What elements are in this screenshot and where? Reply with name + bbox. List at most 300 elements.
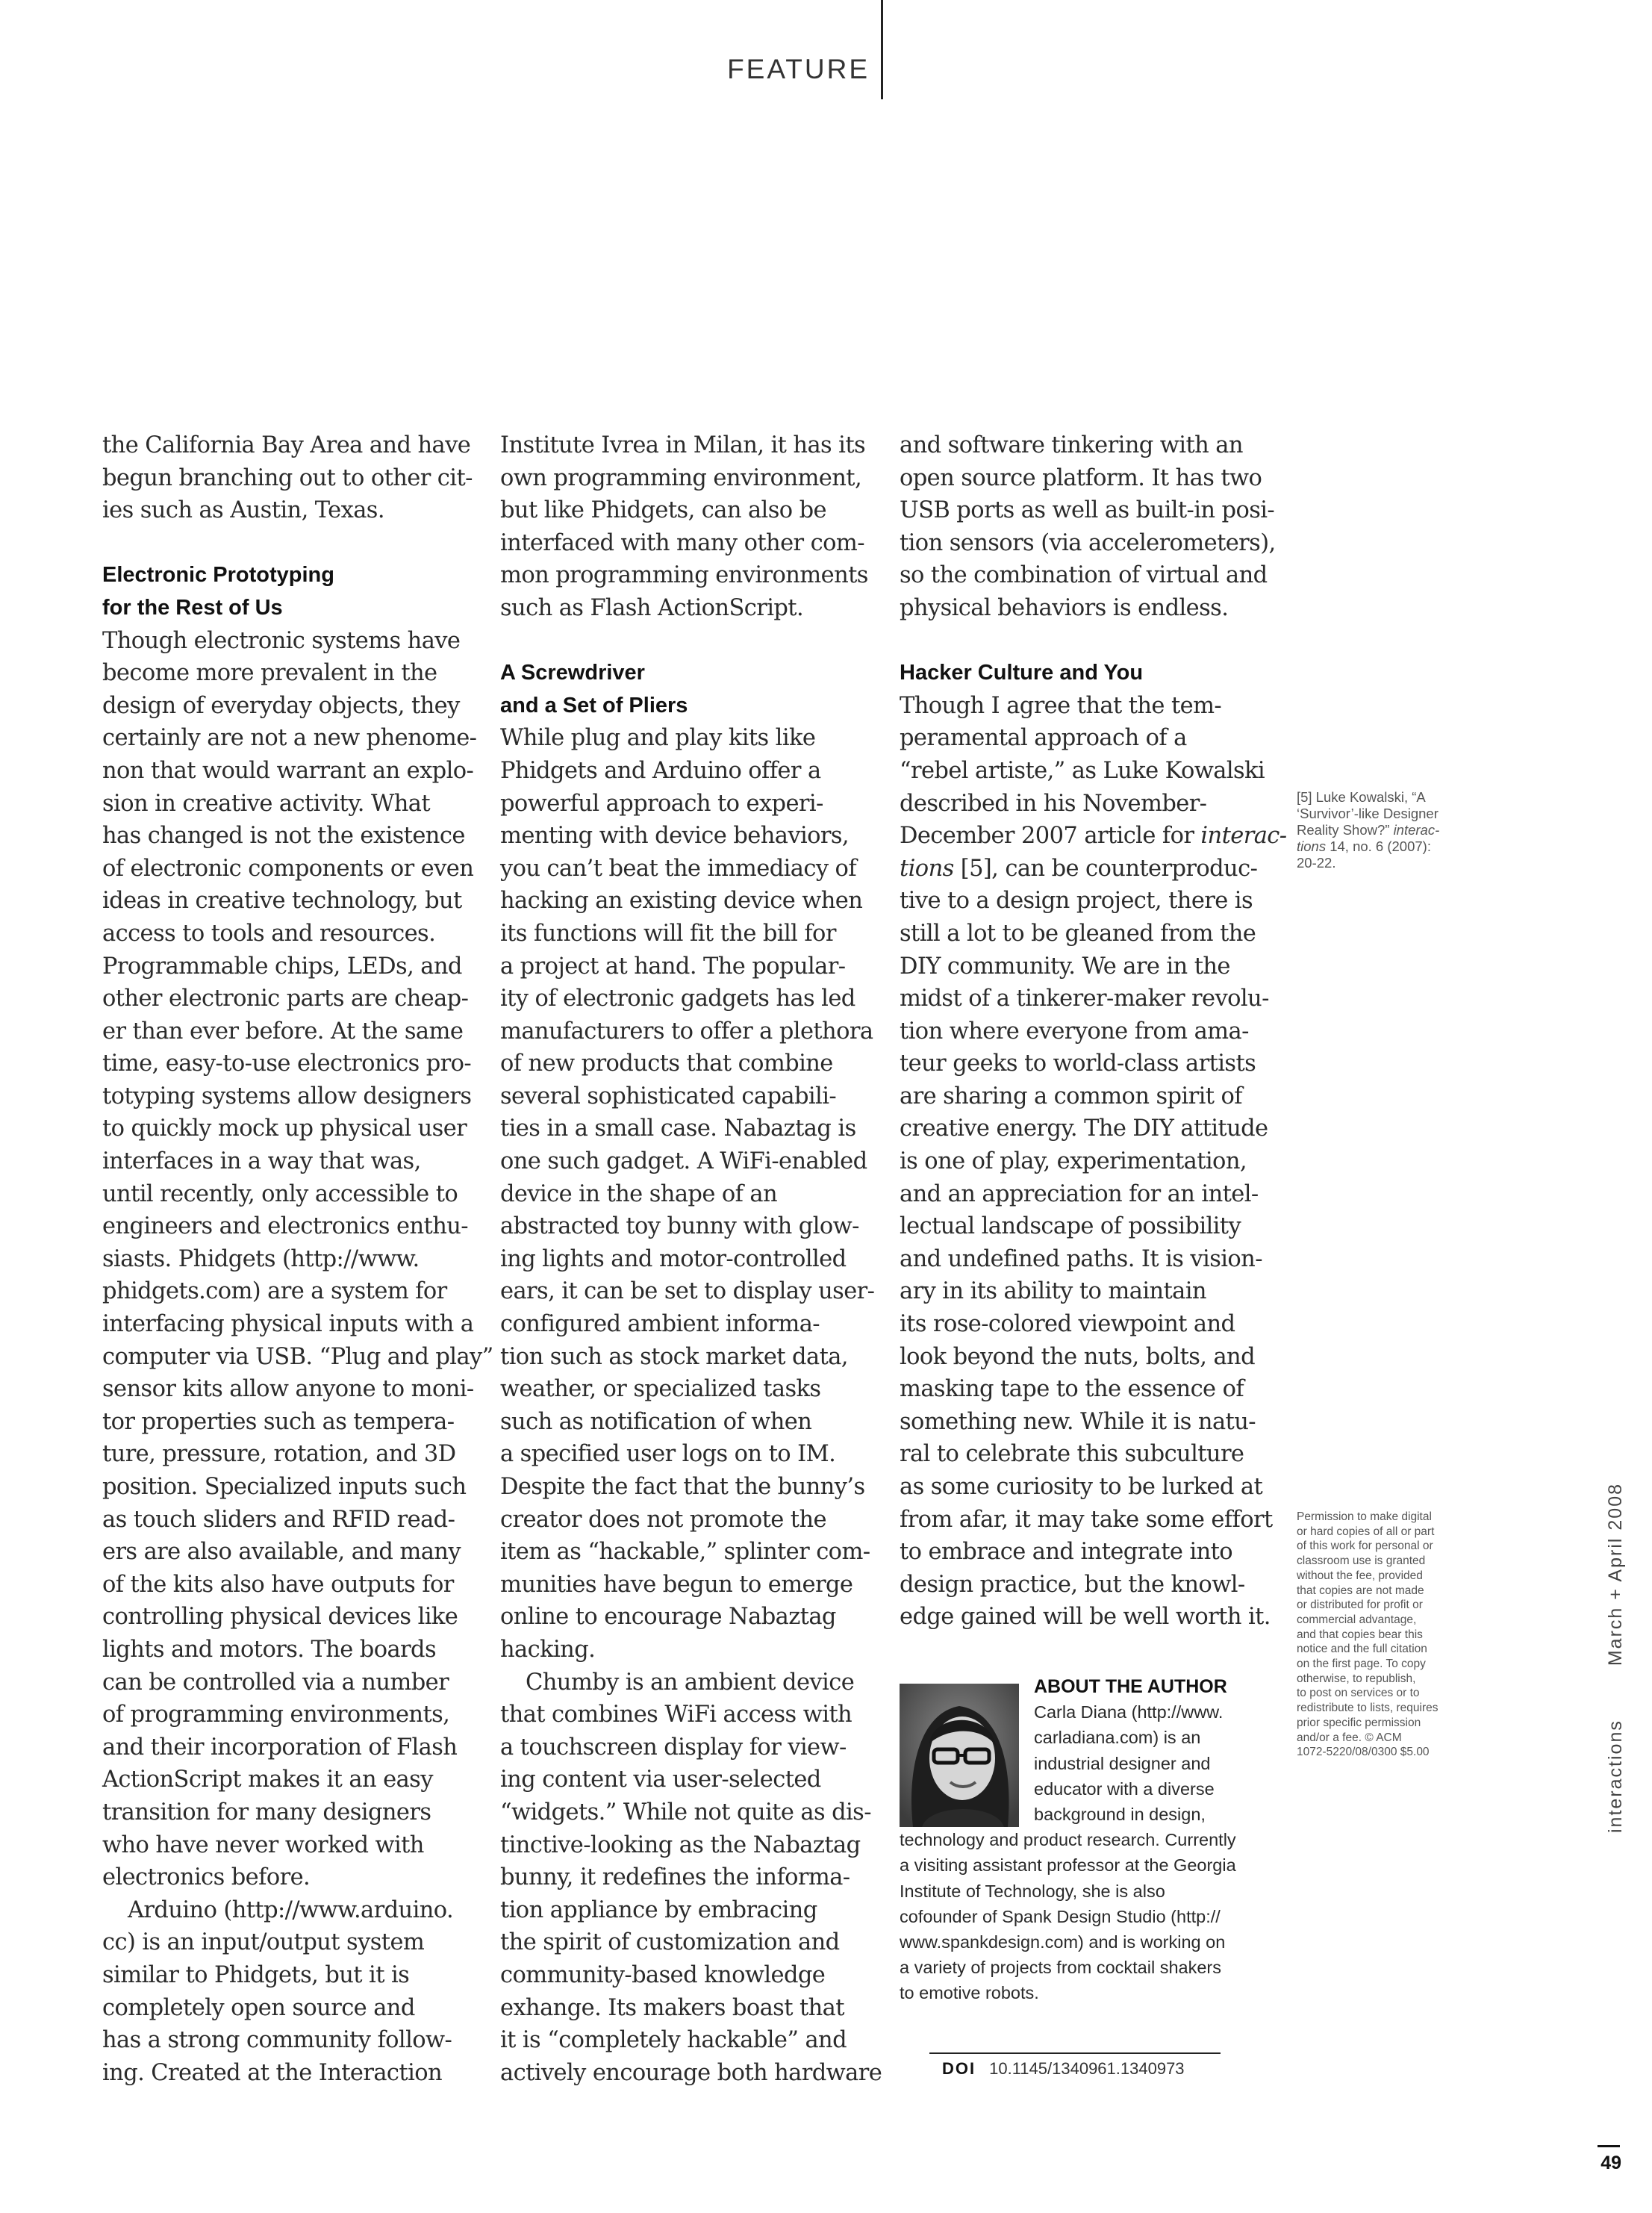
text-line [102,1341,493,1374]
author-bio-line: Carla Diana (http://www. [1034,1702,1224,1722]
permission-line: Permission to make digital [1297,1510,1432,1523]
text-run: Phidgets and Arduino offer a [500,757,821,784]
text-line [500,1438,888,1471]
text-run: begun branching out to other cit- [102,464,473,491]
text-run: ing. Created at the Interaction [102,2059,443,2086]
text-line [500,885,888,918]
text-line [900,918,1288,950]
section-heading: Electronic Prototyping [102,563,334,588]
text-line [500,1145,888,1178]
text-line [900,592,1288,625]
doi-rule [929,2052,1221,2054]
text-line [500,1569,888,1602]
text-line [102,853,490,885]
text-run: [5] Luke Kowalski, “A [1297,789,1426,805]
text-line [900,1601,1288,1634]
text-run: “widgets.” While not quite as dis- [500,1799,871,1826]
text-run: of the kits also have outputs for [102,1571,454,1598]
text-run: creator does not promote the [500,1506,826,1533]
text-line [500,462,888,495]
text-line [102,1699,490,1731]
text-line [900,1145,1288,1178]
text-line [102,950,490,983]
text-run: from afar, it may take some effort [900,1506,1273,1533]
text-run: own programming environment, [500,464,862,491]
text-line [500,1275,888,1308]
text-line [102,1536,490,1569]
text-run: online to encourage Nabaztag [500,1604,836,1631]
text-run: Programmable chips, LEDs, and [102,953,462,980]
page-number-rule [1598,2145,1620,2147]
permission-line: 1072-5220/08/0300 $5.00 [1297,1746,1430,1759]
text-run: certainly are not a new phenome- [102,725,477,752]
text-line [500,494,888,527]
text-line [102,2057,490,2090]
text-run: it is “completely hackable” and [500,2027,847,2054]
text-run: Though electronic systems have [102,627,461,654]
text-run: to embrace and integrate into [900,1539,1233,1566]
text-run: design of everyday objects, they [102,692,460,719]
text-line [500,1926,888,1959]
author-bio-line: industrial designer and [1034,1753,1211,1773]
text-line [102,690,490,723]
author-bio-line: to emotive robots. [900,1983,1039,2003]
text-run: as touch sliders and RFID read- [102,1506,455,1533]
text-line [500,1471,888,1504]
text-line [900,494,1288,527]
text-line [500,1829,888,1862]
text-line [900,462,1288,495]
text-run: something new. While it is natu- [900,1408,1256,1435]
text-run: design practice, but the knowl- [900,1571,1245,1598]
paragraph-gap [102,527,490,560]
text-run: item as “hackable,” splinter com- [500,1539,870,1566]
permission-line: redistribute to lists, requires [1297,1702,1439,1715]
section-heading: A Screwdriver [500,661,645,685]
text-run: are sharing a common spirit of [900,1083,1242,1109]
text-line [900,1178,1288,1211]
text-run: position. Specialized inputs such [102,1474,467,1500]
text-run: 20-22. [1297,855,1336,871]
text-line [102,429,490,462]
text-line [900,1210,1288,1243]
page-number: 49 [1600,2153,1621,2173]
text-run: munities have begun to emerge [500,1571,853,1598]
text-line [900,429,1288,462]
text-line [900,722,1288,755]
text-run: of electronic components or even [102,855,474,882]
text-run: hacking an existing device when [500,888,863,915]
running-footer-vertical [1605,1460,1635,1833]
text-line [500,1536,888,1569]
text-line [500,1080,888,1113]
text-line [102,983,490,1015]
text-line [900,1373,1288,1406]
text-run: powerful approach to experi- [500,790,823,817]
text-line [102,918,490,950]
body-column-1 [102,429,493,2089]
text-run: ing lights and motor-controlled [500,1245,847,1272]
text-run: of new products that combine [500,1051,833,1077]
text-run: ears, it can be set to display user- [500,1278,875,1305]
header-rule [881,0,883,99]
text-line [500,429,888,462]
text-line [102,1601,490,1634]
text-line [102,1145,490,1178]
permission-line: notice and the full citation [1297,1643,1427,1656]
doi-line [942,2059,1185,2079]
text-run: that combines WiFi access with [500,1702,853,1728]
text-line [500,722,888,755]
text-line [900,1048,1288,1080]
author-bio-line: www.spankdesign.com) and is working on [900,1932,1226,1952]
text-line [500,1341,888,1374]
text-run: 14, no. 6 (2007): [1326,838,1431,854]
text-line [102,1048,490,1080]
text-line [500,755,888,788]
text-run: the California Bay Area and have [102,432,471,458]
text-run: er than ever before. At the same [102,1018,464,1045]
text-line [900,755,1288,788]
text-run: until recently, only accessible to [102,1180,458,1207]
permission-line: commercial advantage, [1297,1613,1417,1626]
text-run: lights and motors. The boards [102,1636,437,1663]
text-run: such as notification of when [500,1408,812,1435]
text-run: weather, or specialized tasks [500,1376,821,1403]
text-run: ing content via user-selected [500,1767,821,1793]
text-run: tion appliance by embracing [500,1896,817,1923]
text-run: access to tools and resources. [102,920,436,947]
text-run: Chumby is an ambient device [526,1669,855,1696]
doi-value: 10.1145/1340961.1340973 [989,2059,1185,2078]
text-line [500,592,888,625]
text-run: ity of electronic gadgets has led [500,986,855,1012]
text-run: open source platform. It has two [900,464,1262,491]
text-run: one such gadget. A WiFi-enabled [500,1148,867,1175]
text-run: tive to a design project, there is [900,888,1253,915]
text-run: has a strong community follow- [102,2027,452,2054]
text-run: other electronic parts are cheap- [102,986,469,1012]
text-line [102,1308,490,1341]
text-run: is one of play, experimentation, [900,1148,1247,1175]
text-line [500,1634,888,1666]
text-run: its rose-colored viewpoint and [900,1311,1235,1338]
text-run: and their incorporation of Flash [102,1734,458,1761]
text-line [900,853,1288,885]
text-line [500,918,888,950]
text-run: become more prevalent in the [102,660,437,687]
text-run: still a lot to be gleaned from the [900,920,1256,947]
text-line [500,1210,888,1243]
text-line [102,1829,490,1862]
text-run: masking tape to the essence of [900,1376,1244,1403]
text-run: and undefined paths. It is vision- [900,1245,1262,1272]
text-line [102,1894,490,1927]
doi-label: DOI [942,2059,976,2078]
text-run: tion such as stock market data, [500,1343,848,1370]
text-run: siasts. Phidgets (http://www. [102,1245,420,1272]
permission-line: that copies are not made [1297,1584,1424,1597]
permission-line: otherwise, to republish, [1297,1672,1416,1685]
text-run: tinctive-looking as the Nabaztag [500,1831,861,1858]
paragraph-gap [900,625,1288,658]
text-run: lectual landscape of possibility [900,1213,1241,1240]
text-line [102,1764,490,1796]
text-run: ies such as Austin, Texas. [102,497,384,524]
text-line [102,494,490,527]
text-run: tion where everyone from ama- [900,1018,1249,1045]
text-line [102,1569,490,1602]
text-line [900,788,1288,821]
paragraph-gap [500,625,888,658]
text-line [102,722,490,755]
text-line [102,755,490,788]
author-bio-line: carladiana.com) is an [1034,1728,1201,1748]
text-line [102,1731,490,1764]
text-run: sensor kits allow anyone to moni- [102,1376,474,1403]
text-line [102,1861,490,1894]
text-run: device in the shape of an [500,1180,778,1207]
author-bio-line: a variety of projects from cocktail shakers [900,1958,1221,1978]
text-run: tion sensors (via accelerometers), [900,529,1276,556]
section-heading: and a Set of Pliers [500,693,688,718]
text-line [102,1634,490,1666]
text-line [102,1080,490,1113]
permission-line: or hard copies of all or part [1297,1525,1435,1538]
text-line [500,853,888,885]
text-line [900,1471,1288,1504]
text-line [900,1275,1288,1308]
text-line [900,1308,1288,1341]
italic-run: tions [900,855,954,882]
text-run: several sophisticated capabili- [500,1083,837,1109]
permission-line: on the first page. To copy [1297,1658,1426,1671]
text-line [102,1959,490,1992]
permission-line: and that copies bear this [1297,1628,1423,1641]
text-line [500,1048,888,1080]
text-run: Institute Ivrea in Milan, it has its [500,432,866,458]
text-run: a touchscreen display for view- [500,1734,847,1761]
text-line [102,1210,490,1243]
text-run: [5], can be counterproduc- [953,855,1258,882]
text-line [900,983,1288,1015]
body-column-2 [500,429,888,2089]
text-run: While plug and play kits like [500,725,816,752]
text-line [500,1731,888,1764]
text-run: ture, pressure, rotation, and 3D [102,1441,456,1468]
permission-line: of this work for personal or [1297,1540,1433,1553]
text-line [102,2024,490,2057]
text-line [102,462,490,495]
text-line [102,1926,490,1959]
text-line [102,1438,490,1471]
issue-date: March + April 2008 [1605,1482,1626,1666]
permission-notice [1297,1510,1468,1760]
text-line [102,1504,490,1537]
text-run: ties in a small case. Nabaztag is [500,1115,856,1142]
text-run: a specified user logs on to IM. [500,1441,836,1468]
text-run: electronics before. [102,1864,311,1891]
permission-line: classroom use is granted [1297,1554,1426,1568]
text-line [500,1178,888,1211]
text-run: mon programming environments [500,562,868,589]
text-line [900,1015,1288,1048]
text-line [102,657,490,690]
permission-line: without the fee, provided [1297,1569,1423,1582]
text-run: as some curiosity to be lurked at [900,1474,1263,1500]
text-run: but like Phidgets, can also be [500,497,826,524]
text-line [102,1666,490,1699]
text-line [900,885,1288,918]
permission-line: or distributed for profit or [1297,1599,1423,1612]
text-line [900,950,1288,983]
text-run: of programming environments, [102,1702,450,1728]
permission-line: and/or a fee. © ACM [1297,1731,1402,1744]
text-run: who have never worked with [102,1831,424,1858]
text-run: actively encourage both hardware [500,2059,882,2086]
text-line [500,1601,888,1634]
permission-line: prior specific permission [1297,1716,1421,1729]
text-run: a project at hand. The popular- [500,953,846,980]
text-run: physical behaviors is endless. [900,594,1229,621]
text-run: hacking. [500,1636,596,1663]
text-line [1297,855,1468,871]
text-run: completely open source and [102,1994,415,2021]
text-line [500,1959,888,1992]
about-the-author [900,1674,1273,2006]
text-run: interfaced with many other com- [500,529,864,556]
text-run: transition for many designers [102,1799,431,1826]
text-run: has changed is not the existence [102,823,465,850]
section-heading: Hacker Culture and You [900,661,1144,685]
text-run: ral to celebrate this subculture [900,1441,1244,1468]
text-run: computer via USB. “Plug and play” [102,1343,493,1370]
text-line [500,2024,888,2057]
text-run: menting with device behaviors, [500,823,850,850]
journal-name: interactions [1605,1719,1626,1833]
italic-run: tions [1297,838,1327,854]
text-line [900,820,1288,853]
text-run: and software tinkering with an [900,432,1243,458]
text-run: configured ambient informa- [500,1311,820,1338]
text-run: sion in creative activity. What [102,790,431,817]
text-run: its functions will fit the bill for [500,920,836,947]
text-run: can be controlled via a number [102,1669,449,1696]
text-line [900,1080,1288,1113]
text-run: to quickly mock up physical user [102,1115,467,1142]
author-bio-line: a visiting assistant professor at the Georgia [900,1855,1236,1876]
text-line [102,1992,490,2025]
text-line [102,1275,490,1308]
text-line [500,1699,888,1731]
text-line [102,1796,490,1829]
text-run: midst of a tinkerer-maker revolu- [900,986,1269,1012]
text-line [1297,822,1468,838]
text-line [500,1796,888,1829]
text-run: look beyond the nuts, bolts, and [900,1343,1256,1370]
italic-run: interac- [1393,822,1440,838]
text-run: abstracted toy bunny with glow- [500,1213,859,1240]
text-run: ers are also available, and many [102,1539,461,1566]
text-run: community-based knowledge [500,1961,826,1988]
text-line [500,983,888,1015]
text-run: the spirit of customization and [500,1929,840,1956]
text-run: tor properties such as tempera- [102,1408,455,1435]
text-line [500,1861,888,1894]
text-line [500,1504,888,1537]
text-line [500,1243,888,1276]
text-line [500,950,888,983]
text-run: interfacing physical inputs with a [102,1311,474,1338]
text-line [1297,806,1468,822]
text-line [900,1536,1288,1569]
text-run: edge gained will be well worth it. [900,1604,1271,1631]
text-line [500,820,888,853]
text-run: similar to Phidgets, but it is [102,1961,410,1988]
text-line [1297,838,1468,855]
text-line [500,1764,888,1796]
text-line [102,1015,490,1048]
section-heading: for the Rest of Us [102,595,283,620]
text-line [102,1178,490,1211]
text-run: Arduino (http://www.arduino. [128,1896,454,1923]
author-bio-line: Institute of Technology, she is also [900,1881,1165,1901]
section-label: FEATURE [727,54,870,84]
text-line [900,1569,1288,1602]
permission-line: to post on services or to [1297,1687,1420,1700]
text-run: ary in its ability to maintain [900,1278,1206,1305]
text-line [900,1504,1288,1537]
text-run: USB ports as well as built-in posi- [900,497,1275,524]
text-line [900,690,1288,723]
text-run: “rebel artiste,” as Luke Kowalski [900,757,1265,784]
text-line [500,1112,888,1145]
text-run: such as Flash ActionScript. [500,594,804,621]
text-run: exhange. Its makers boast that [500,1994,844,2021]
text-line [900,1406,1288,1439]
text-line [102,820,490,853]
text-run: totyping systems allow designers [102,1083,472,1109]
text-run: manufacturers to offer a plethora [500,1018,873,1045]
reference-sidenote [1297,789,1468,871]
text-run: Despite the fact that the bunny’s [500,1474,865,1500]
text-line [900,1438,1288,1471]
text-run: Though I agree that the tem- [900,692,1222,719]
text-run: described in his November- [900,790,1207,817]
author-bio-line: cofounder of Spank Design Studio (http:// [900,1906,1221,1926]
text-line [500,1015,888,1048]
text-run: teur geeks to world-class artists [900,1051,1256,1077]
text-run: controlling physical devices like [102,1604,458,1631]
text-run: engineers and electronics enthu- [102,1213,468,1240]
text-line [500,788,888,821]
text-line [102,885,490,918]
text-line [500,1992,888,2025]
author-heading: ABOUT THE AUTHOR [1034,1676,1227,1697]
text-line [500,527,888,560]
text-line [500,1894,888,1927]
text-run: interfaces in a way that was, [102,1148,421,1175]
text-line [102,1373,490,1406]
text-line [900,527,1288,560]
text-run: and an appreciation for an intel- [900,1180,1259,1207]
text-line [500,1666,888,1699]
text-line [900,1243,1288,1276]
text-line [900,1112,1288,1145]
author-bio-line: educator with a diverse [1034,1778,1215,1799]
text-run: cc) is an input/output system [102,1929,425,1956]
text-line [102,1243,490,1276]
